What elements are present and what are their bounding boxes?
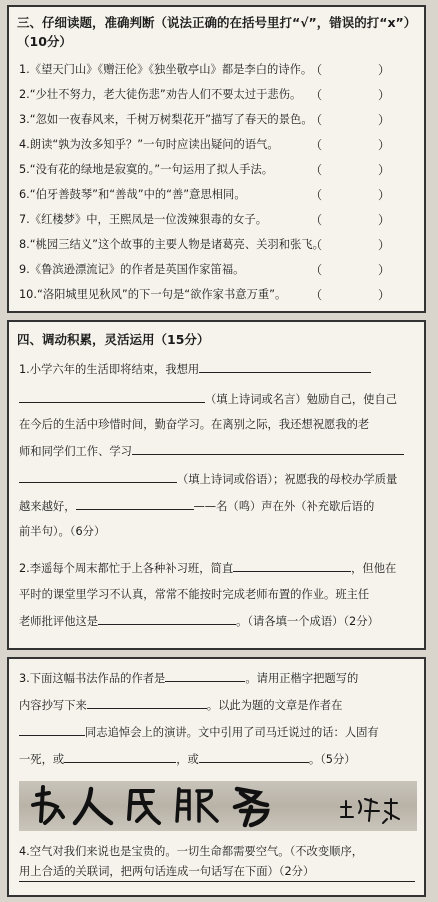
answer-paren-3[interactable]: （ ） <box>310 113 416 127</box>
section3-score: （10分） <box>17 34 72 49</box>
blank-xiehouyu[interactable] <box>76 497 194 510</box>
q2-line-2: 平时的课堂里学习不认真，常常不能按时完成老师布置的作业。班主任 <box>19 588 370 601</box>
answer-paren-6[interactable]: （ ） <box>310 188 416 202</box>
q1-line-7: 前半句）。（6分） <box>19 525 106 538</box>
signature-mark <box>341 799 399 823</box>
q2-line-1: 2.李遥每个周末都忙于上各种补习班，简直 ，但他在 <box>19 559 396 576</box>
blank-idiom-1[interactable] <box>233 559 351 572</box>
q1-line-4: 师和同学们工作、学习 <box>19 442 404 459</box>
answer-paren-4[interactable]: （ ） <box>310 138 416 152</box>
blank-poem-4[interactable] <box>19 470 177 483</box>
answer-paren-5[interactable]: （ ） <box>310 163 416 177</box>
blank-quote-2[interactable] <box>199 750 309 763</box>
q4-line-1: 4.空气对我们来说也是宝贵的。一切生命都需要空气。（不改变顺序， <box>19 845 364 858</box>
q2-line-3: 老师批评他这是 。（请各填一个成语）（2分） <box>19 612 379 629</box>
section4-title: 四、调动积累，灵活运用（15分） <box>17 332 210 347</box>
judge-item-9: 9.《鲁滨逊漂流记》的作者是英国作家笛福。 <box>19 263 245 276</box>
calligraphy-image <box>19 781 417 831</box>
judge-item-7: 7.《红楼梦》中，王熙凤是一位泼辣狠毒的女子。 <box>19 213 268 226</box>
section-calligraphy <box>7 657 426 897</box>
blank-idiom-2[interactable] <box>98 612 236 625</box>
blank-author[interactable] <box>165 669 245 682</box>
section-judgement <box>7 5 426 313</box>
answer-paren-8[interactable]: （ ） <box>310 238 416 252</box>
judge-item-5: 5.“没有花的绿地是寂寞的。”一句运用了拟人手法。 <box>19 163 274 176</box>
blank-quote-1[interactable] <box>64 750 176 763</box>
judge-item-10: 10.“洛阳城里见秋风”的下一句是“欲作家书意万重”。 <box>19 288 287 301</box>
judge-item-4: 4.朗读“孰为汝多知乎？”一句时应读出疑问的语气。 <box>19 138 279 151</box>
blank-poem-2[interactable] <box>19 390 205 403</box>
q1-line-1: 1.小学六年的生活即将结束，我想用 <box>19 360 371 377</box>
q1-line-5: （填上诗词或俗语）；祝愿我的母校办学质量 <box>19 470 397 487</box>
answer-paren-2[interactable]: （ ） <box>310 88 416 102</box>
q1-line-6: 越来越好， ——名（鸣）声在外（补充歇后语的 <box>19 497 374 514</box>
blank-comrade[interactable] <box>19 723 85 736</box>
q1-line-3: 在今后的生活中珍惜时间，勤奋学习。在离别之际，我还想祝愿我的老 <box>19 418 370 431</box>
q3-line-1: 3.下面这幅书法作品的作者是 。请用正楷字把题写的 <box>19 669 358 686</box>
judge-item-8: 8.“桃园三结义”这个故事的主要人物是诸葛亮、关羽和张飞。 <box>19 238 324 251</box>
blank-poem-3[interactable] <box>132 442 404 455</box>
judge-item-3: 3.“忽如一夜春风来，千树万树梨花开”描写了春天的景色。 <box>19 113 313 126</box>
blank-poem-1[interactable] <box>199 360 371 373</box>
answer-paren-9[interactable]: （ ） <box>310 263 416 277</box>
judge-item-2: 2.“少壮不努力，老大徒伤悲”劝告人们不要太过于悲伤。 <box>19 88 302 101</box>
judge-item-1: 1.《望天门山》《赠汪伦》《独坐敬亭山》都是李白的诗作。 <box>19 63 313 76</box>
answer-paren-10[interactable]: （ ） <box>310 288 416 302</box>
section3-title: 三、仔细读题，准确判断（说法正确的在括号里打“√”，错误的打“x”） <box>17 15 417 30</box>
answer-paren-1[interactable]: （ ） <box>310 63 416 77</box>
section-accumulation <box>7 320 426 650</box>
calligraphy-brushwork <box>19 781 417 831</box>
q3-line-2: 内容抄写下来 。以此为题的文章是作者在 <box>19 696 342 713</box>
q3-line-4: 一死，或 ，或 。（5分） <box>19 750 356 767</box>
answer-paren-7[interactable]: （ ） <box>310 213 416 227</box>
judge-item-6: 6.“伯牙善鼓琴”和“善哉”中的“善”意思相同。 <box>19 188 246 201</box>
answer-line-q4[interactable] <box>19 881 415 882</box>
q3-line-3: 同志追悼会上的演讲。文中引用了司马迁说过的话：人固有 <box>19 723 379 740</box>
q1-line-2: （填上诗词或名言）勉励自己，使自己 <box>19 390 397 407</box>
blank-copy-text[interactable] <box>87 696 207 709</box>
q4-line-2: 用上合适的关联词，把两句话连成一句话写在下面）（2分） <box>19 865 315 878</box>
